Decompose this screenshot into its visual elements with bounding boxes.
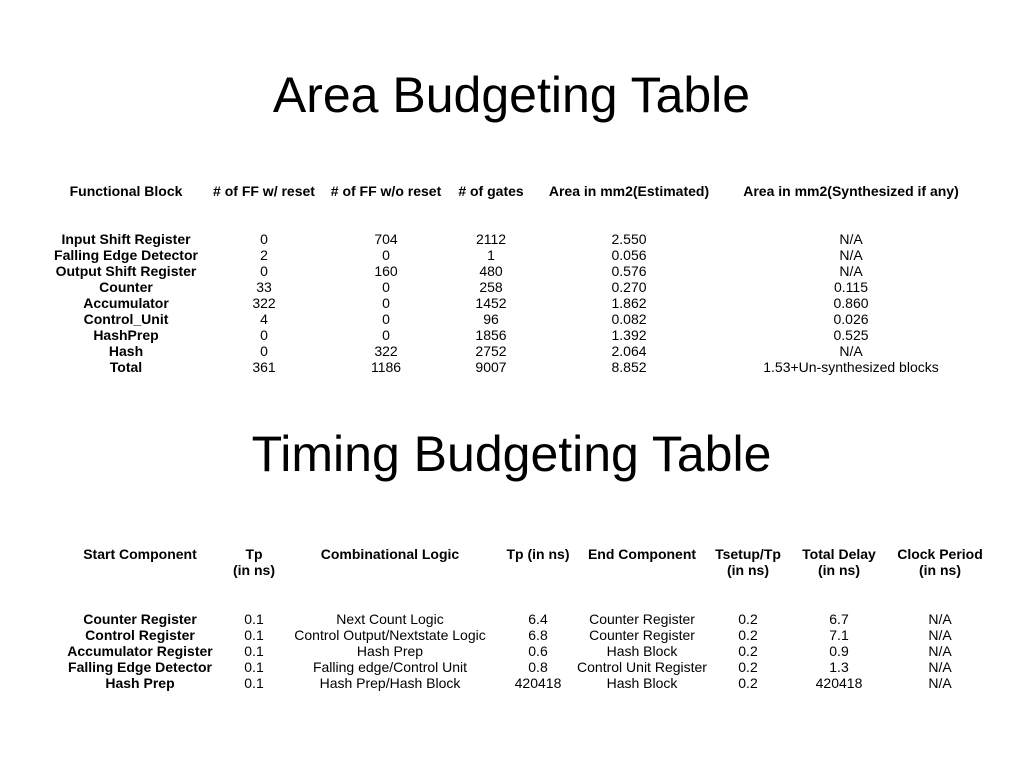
timing-header-3: Tp (in ns) xyxy=(506,546,570,562)
timing-cell: Hash Prep/Hash Block xyxy=(319,675,461,691)
timing-cell: Next Count Logic xyxy=(336,611,444,627)
area-header-5: Area in mm2(Synthesized if any) xyxy=(743,183,959,199)
timing-header-unit-6: (in ns) xyxy=(818,562,860,578)
area-cell: 0 xyxy=(382,279,390,295)
area-cell: 0.270 xyxy=(611,279,647,295)
timing-header-unit-1: (in ns) xyxy=(233,562,275,578)
area-cell: 0.082 xyxy=(611,311,647,327)
area-row-label: Control_Unit xyxy=(83,311,169,327)
area-cell: 1186 xyxy=(370,359,402,375)
timing-cell: N/A xyxy=(928,611,952,627)
area-cell: 0 xyxy=(260,231,268,247)
timing-cell: 0.1 xyxy=(244,611,264,627)
area-cell: 0 xyxy=(382,247,390,263)
timing-cell: Counter Register xyxy=(589,611,695,627)
timing-header-7: Clock Period xyxy=(897,546,983,562)
timing-cell: 0.2 xyxy=(738,611,758,627)
area-cell: 2752 xyxy=(475,343,507,359)
area-header-1: # of FF w/ reset xyxy=(213,183,315,199)
timing-cell: 0.1 xyxy=(244,643,264,659)
area-cell: 0.026 xyxy=(833,311,869,327)
area-cell: 0.525 xyxy=(833,327,869,343)
area-row-label: Output Shift Register xyxy=(55,263,197,279)
area-cell: N/A xyxy=(839,343,863,359)
timing-cell: 0.6 xyxy=(528,643,548,659)
area-cell: 2 xyxy=(260,247,268,263)
timing-cell: Hash Block xyxy=(606,675,678,691)
area-cell: 1.862 xyxy=(611,295,647,311)
timing-cell: Hash Prep xyxy=(356,643,424,659)
area-cell: 1.53+Un-synthesized blocks xyxy=(763,359,939,375)
timing-row-label: Hash Prep xyxy=(105,675,175,691)
timing-header-5: Tsetup/Tp xyxy=(715,546,781,562)
timing-cell: N/A xyxy=(928,659,952,675)
area-cell: N/A xyxy=(839,231,863,247)
area-cell: 0 xyxy=(260,327,268,343)
area-cell: 322 xyxy=(252,295,276,311)
area-cell: 1 xyxy=(487,247,495,263)
area-header-4: Area in mm2(Estimated) xyxy=(548,183,710,199)
area-cell: N/A xyxy=(839,247,863,263)
timing-cell: 0.1 xyxy=(244,627,264,643)
area-cell: 258 xyxy=(479,279,503,295)
area-row-label: HashPrep xyxy=(93,327,159,343)
area-cell: 361 xyxy=(252,359,276,375)
timing-header-unit-5: (in ns) xyxy=(727,562,769,578)
area-cell: 2.550 xyxy=(611,231,647,247)
timing-header-0: Start Component xyxy=(83,546,197,562)
timing-cell: 0.9 xyxy=(829,643,849,659)
area-cell: 0 xyxy=(382,295,390,311)
area-cell: 2.064 xyxy=(611,343,647,359)
timing-cell: 0.2 xyxy=(738,659,758,675)
timing-cell: 420418 xyxy=(815,675,863,691)
area-cell: 704 xyxy=(374,231,398,247)
timing-row-label: Accumulator Register xyxy=(67,643,213,659)
timing-cell: N/A xyxy=(928,643,952,659)
area-cell: 0.115 xyxy=(834,279,868,295)
area-cell: 322 xyxy=(374,343,398,359)
area-row-label: Total xyxy=(109,359,143,375)
timing-row-label: Falling Edge Detector xyxy=(68,659,212,675)
area-cell: 1856 xyxy=(475,327,507,343)
area-cell: 0 xyxy=(260,263,268,279)
area-header-2: # of FF w/o reset xyxy=(330,183,442,199)
timing-cell: 0.2 xyxy=(738,675,758,691)
area-row-label: Input Shift Register xyxy=(61,231,191,247)
timing-header-2: Combinational Logic xyxy=(320,546,460,562)
timing-cell: 6.4 xyxy=(528,611,548,627)
area-cell: 8.852 xyxy=(611,359,647,375)
timing-cell: N/A xyxy=(928,627,952,643)
timing-cell: 0.2 xyxy=(738,627,758,643)
timing-header-4: End Component xyxy=(587,546,697,562)
timing-row-label: Control Register xyxy=(85,627,195,643)
area-row-label: Accumulator xyxy=(83,295,169,311)
area-cell: 1452 xyxy=(475,295,507,311)
timing-cell: 0.8 xyxy=(528,659,548,675)
area-cell: 160 xyxy=(374,263,398,279)
area-cell: 480 xyxy=(479,263,503,279)
area-cell: 0.056 xyxy=(611,247,647,263)
area-header-0: Functional Block xyxy=(69,183,183,199)
area-cell: 33 xyxy=(256,279,272,295)
timing-cell: Falling edge/Control Unit xyxy=(312,659,468,675)
timing-cell: 1.3 xyxy=(829,659,849,675)
timing-cell: 7.1 xyxy=(829,627,849,643)
area-header-3: # of gates xyxy=(458,183,524,199)
timing-cell: 6.8 xyxy=(528,627,548,643)
timing-row-label: Counter Register xyxy=(83,611,197,627)
timing-cell: 0.2 xyxy=(738,643,758,659)
timing-cell: Hash Block xyxy=(606,643,678,659)
timing-cell: 0.1 xyxy=(244,659,264,675)
area-cell: N/A xyxy=(839,263,863,279)
area-cell: 2112 xyxy=(475,231,507,247)
area-row-label: Hash xyxy=(108,343,144,359)
area-cell: 9007 xyxy=(475,359,507,375)
area-cell: 0.576 xyxy=(611,263,647,279)
timing-cell: 420418 xyxy=(514,675,562,691)
timing-cell: 6.7 xyxy=(829,611,849,627)
timing-cell: Control Output/Nextstate Logic xyxy=(294,627,486,643)
area-cell: 0 xyxy=(382,327,390,343)
timing-cell: Counter Register xyxy=(589,627,695,643)
area-cell: 4 xyxy=(260,311,268,327)
timing-cell: N/A xyxy=(928,675,952,691)
area-cell: 1.392 xyxy=(611,327,647,343)
area-cell: 0 xyxy=(260,343,268,359)
area-table-title: Area Budgeting Table xyxy=(272,67,751,123)
timing-cell: Control Unit Register xyxy=(577,659,707,675)
area-cell: 0.860 xyxy=(833,295,869,311)
timing-header-unit-7: (in ns) xyxy=(919,562,961,578)
timing-header-1: Tp xyxy=(245,546,263,562)
timing-header-6: Total Delay xyxy=(802,546,876,562)
area-cell: 96 xyxy=(483,311,499,327)
timing-table-title: Timing Budgeting Table xyxy=(251,426,772,482)
area-row-label: Counter xyxy=(99,279,153,295)
timing-cell: 0.1 xyxy=(244,675,264,691)
area-row-label: Falling Edge Detector xyxy=(54,247,198,263)
area-cell: 0 xyxy=(382,311,390,327)
